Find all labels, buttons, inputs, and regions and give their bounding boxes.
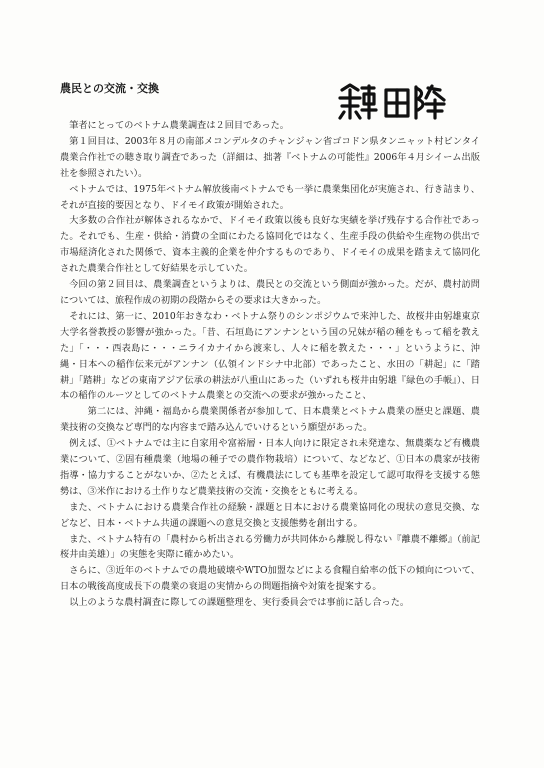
paragraph: 以上のような農村調査に際しての課題整理を、実行委員会では事前に話し合った。 xyxy=(69,597,410,609)
paragraph: 例えば、①ベトナムでは主に自家用や富裕層・日本人向けに限定され未発達な、無農薬など有機農業について、②固有種農業（地場の種子での農作物栽培）について、などなど、①日本の農家が技術指導・協力することがないか、②たとえば、有機農法にしても基準を設定して認可取得を支援する態勢は、③米作における土作りなど農業技術の交流・交換をともに考える。 xyxy=(60,438,480,497)
paragraph: 第二には、沖縄・福島から農業関係者が参加して、日本農業とベトナム農業の歴史と課題、農業技術の交換など専門的な内容まで踏み込んでいけるという願望があった。 xyxy=(60,406,480,434)
paragraph: また、ベトナム特有の「農村から析出される労働力が共同体から離脱し得ない『離農不離郷』（前記桜井由美雄）」の実態を実際に確かめたい。 xyxy=(60,533,480,561)
paragraph: 大多数の合作社が解体されるなかで、ドイモイ政策以後も良好な実績を挙げ残存する合作社であった。それでも、生産・供給・消費の全面にわたる協同化ではなく、生産手段の供給や生産物の供出で市場経済化された関係で、資本主義的企業を仲介するものであり、ドイモイの成果を踏まえて協同化された農業合作社として好結果を示していた。 xyxy=(60,215,480,275)
paragraph: 筆者にとってのベトナム農業調査は２回目であった。 xyxy=(69,120,289,131)
paragraph: 第１回目は、2003年８月の南部メコンデルタのチャンジャン省ゴコドン県タンニャット村ビンタイ農業合作社での聴き取り調査であった（詳細は、拙著『ベトナムの可能性』2006年４月シイーム出版社を参照されたい）。 xyxy=(60,135,480,179)
paragraph: 今回の第２回目は、農業調査というよりは、農民との交流という側面が強かった。だが、農村訪問については、旅程作成の初期の段階からその要求は大きかった。 xyxy=(60,279,480,306)
author-signature xyxy=(336,82,448,122)
paragraph: ベトナムでは、1975年ベトナム解放後南ベトナムでも一挙に農業集団化が実施され、行き詰まり、それが直接的要因となり、ドイモイ政策が開始された。 xyxy=(60,183,480,211)
paragraph: また、ベトナムにおける農業合作社の経験・課題と日本における農業協同化の現状の意見交換、などなど、日本・ベトナム共通の課題への意見交換と支援態勢を創出する。 xyxy=(60,501,480,529)
document-title: 農民との交流・交換 xyxy=(60,82,159,95)
paragraph: それには、第一に、2010年おきなわ・ベトナム祭りのシンポジウムで来沖した、故桜井由躬雄東京大学名誉教授の影響が強かった。「昔、石垣島にアンナンという国の兄妹が稲の種をもって稲を教えた」「・・・西表島に・・・ニライカナイから渡来し、人々に稲を教えた・・・」というように、沖縄・日本への稲作伝来元がアンナン（仏領インドシナ中北部）であったこと、水田の「耕起」に「踏耕」「踏耕」などの東南アジア伝承の耕法が八重山にあった（いずれも桜井由躬雄『緑色の手帳』）、日本の稲作のルーツとしてのベトナム農業との交流への要求が強かったこと、 xyxy=(60,310,480,402)
document-body xyxy=(60,118,480,611)
paragraph: さらに、③近年のベトナムでの農地破壊やWTO加盟などによる食糧自給率の低下の傾向について、日本の戦後高度成長下の農業の衰退の実情からの問題指摘や対策を提案する。 xyxy=(60,565,480,593)
